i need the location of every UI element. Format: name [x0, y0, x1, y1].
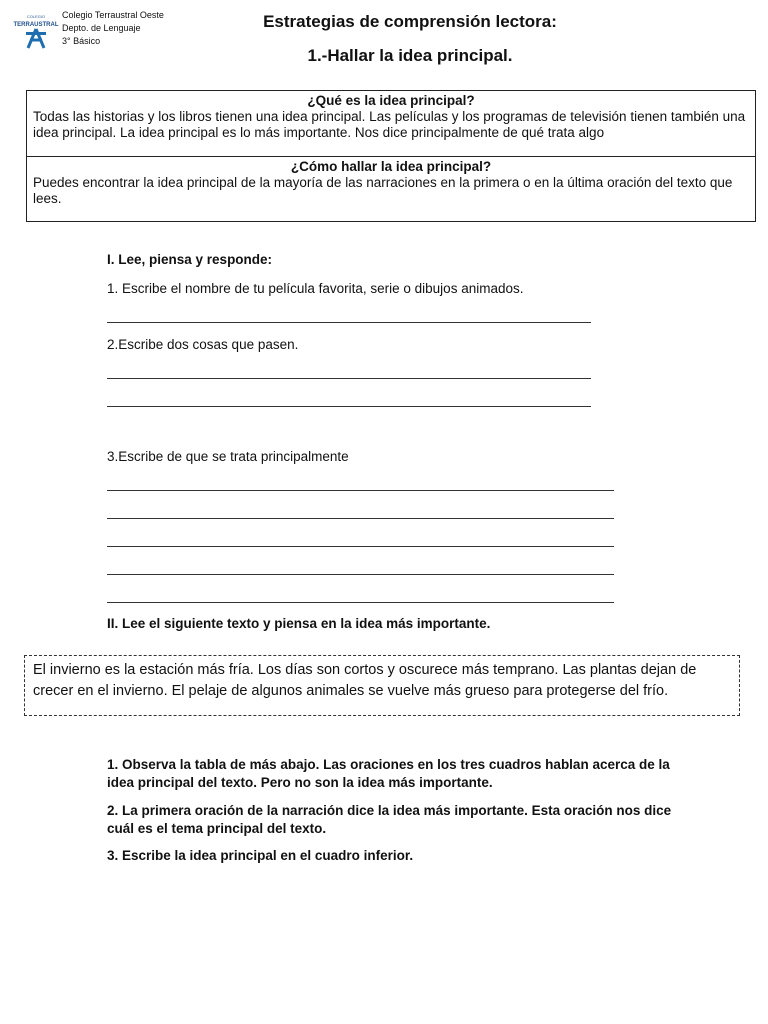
answer-line[interactable] — [107, 574, 614, 575]
school-name: Colegio Terraustral Oeste — [62, 10, 164, 20]
answer-line[interactable] — [107, 490, 614, 491]
info-box — [26, 90, 756, 222]
page-subtitle: 1.-Hallar la idea principal. — [307, 46, 513, 65]
part2-heading: II. Lee el siguiente texto y piensa en la idea más importante. — [107, 616, 491, 631]
info-section-how — [27, 156, 755, 221]
school-logo-icon — [13, 12, 59, 54]
part1-heading: I. Lee, piensa y responde: — [107, 252, 273, 267]
answer-line[interactable] — [107, 378, 591, 379]
question-1: 1. Escribe el nombre de tu película favorita, serie o dibujos animados. — [107, 281, 524, 296]
grade: 3° Básico — [62, 36, 101, 46]
school-info — [62, 9, 164, 48]
school-logo — [13, 12, 59, 54]
info-section-what-heading: ¿Qué es la idea principal? — [307, 93, 475, 108]
reading-passage: El invierno es la estación más fría. Los días son cortos y oscurece más temprano. Las plantas dejan de crecer en el invierno. El pelaje de algunos animales se vuelve más grueso para protegerse del frío. — [24, 655, 740, 716]
answer-line[interactable] — [107, 322, 591, 323]
question-2: 2.Escribe dos cosas que pasen. — [107, 337, 299, 352]
question-3: 3.Escribe de que se trata principalmente — [107, 449, 349, 464]
info-section-how-heading: ¿Cómo hallar la idea principal? — [290, 159, 492, 174]
instruction-1: 1. Observa la tabla de más abajo. Las oraciones en los tres cuadros hablan acerca de la idea principal del texto. Pero no son la idea más importante. — [107, 757, 670, 790]
answer-line[interactable] — [107, 546, 614, 547]
info-section-what-body: Todas las historias y los libros tienen una idea principal. Las películas y los programas de televisión tienen también una idea principal. La idea principal es lo más importante. Nos dice principalmente de qué trata algo — [33, 109, 746, 140]
logo-text: TERRAUSTRAL — [13, 22, 59, 28]
instruction-2: 2. La primera oración de la narración dice la idea más importante. Esta oración nos dice cuál es el tema principal del texto. — [107, 803, 672, 836]
answer-line[interactable] — [107, 406, 591, 407]
page-title: Estrategias de comprensión lectora: — [263, 12, 557, 31]
department: Depto. de Lenguaje — [62, 23, 141, 33]
logo-subtext: COLEGIO — [26, 14, 46, 19]
info-section-how-body: Puedes encontrar la idea principal de la mayoría de las narraciones en la primera o en la última oración del texto que lees. — [33, 175, 733, 206]
instruction-3: 3. Escribe la idea principal en el cuadro inferior. — [107, 848, 414, 863]
answer-line[interactable] — [107, 518, 614, 519]
answer-line[interactable] — [107, 602, 614, 603]
info-section-what — [27, 91, 755, 156]
